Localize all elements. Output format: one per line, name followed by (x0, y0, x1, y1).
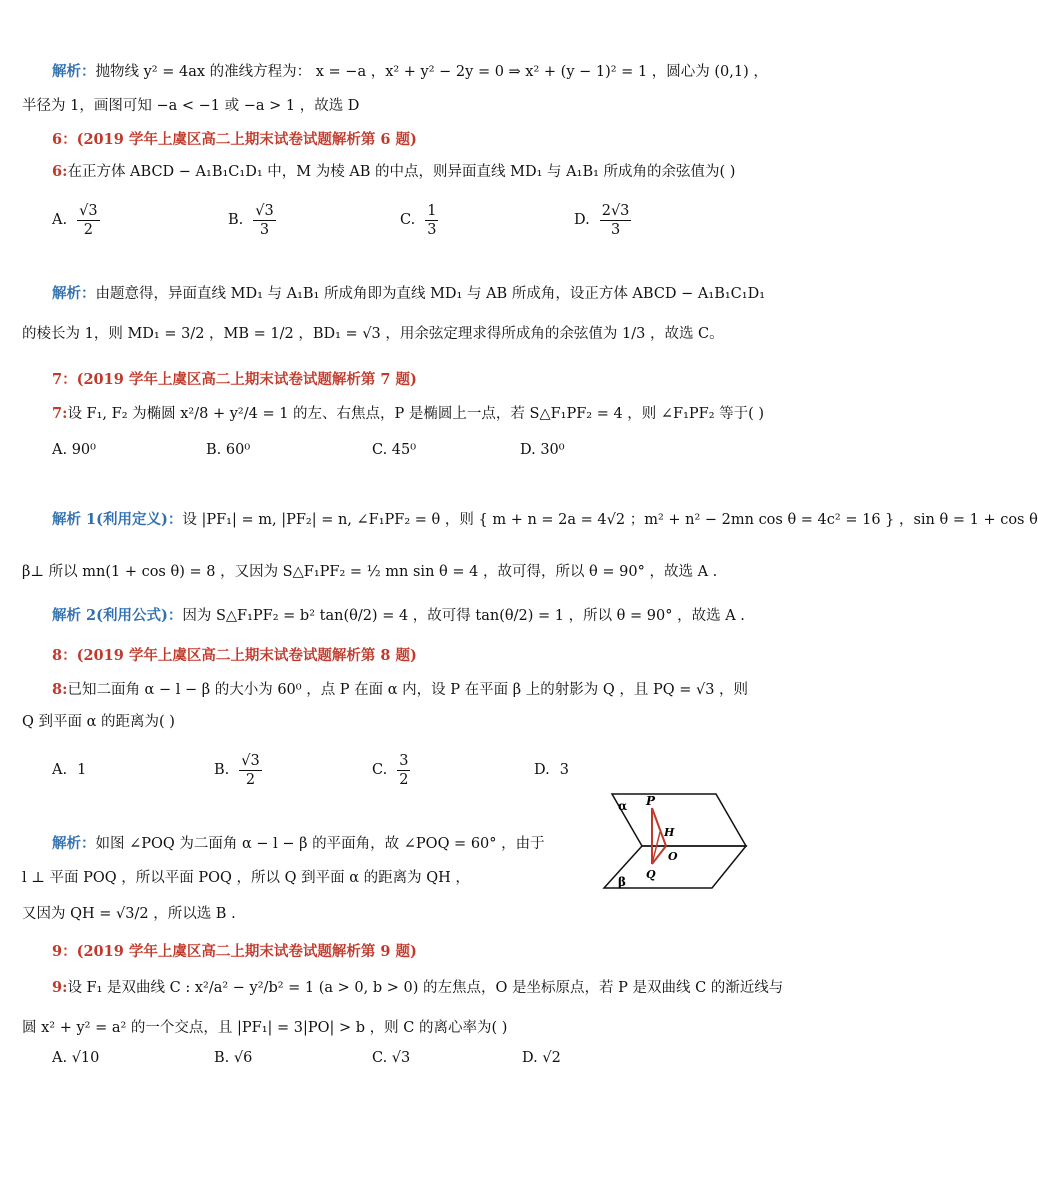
label-p: P (646, 794, 656, 808)
option-letter: A. (52, 212, 68, 228)
option-fraction: $\frac{3}{2}$ (399, 752, 409, 788)
option-b (228, 196, 276, 244)
option-fraction: $\frac{√3}{3}$ (255, 202, 274, 238)
option-1: B. 60⁰ (206, 442, 251, 458)
analysis-text: 抛物线 y² = 4ax 的准线方程为： x = −a ，x² + y² − 2y = 0 ⇒ x² + (y − 1)² = 1 ，圆心为 (0,1) ， (95, 64, 768, 80)
option-letter: A. (52, 762, 68, 778)
question-6 (52, 162, 764, 182)
question-number: 9: (52, 979, 68, 996)
option-c (400, 196, 438, 244)
label-alpha: α (618, 799, 628, 813)
plane-alpha (612, 794, 746, 846)
section-heading-9: 9：(2019 学年上虞区高二上期末试卷试题解析第 9 题) (52, 943, 417, 960)
option-d (574, 196, 631, 244)
analysis-label: 解析 1(利用定义)： (52, 511, 183, 528)
question-text: 已知二面角 α − l − β 的大小为 60⁰ ，点 P 在面 α 内，设 P 在平面 β 上的射影为 Q ，且 PQ = √3 ，则 (67, 682, 749, 698)
analysis-line-1 (52, 62, 768, 82)
question-number: 7: (52, 405, 68, 422)
question-7-options (52, 442, 752, 464)
question-8 (52, 680, 764, 700)
question-7 (52, 404, 764, 424)
option-fraction: $\frac{√3}{2}$ (79, 202, 98, 238)
option-fraction: $\frac{1}{3}$ (427, 202, 437, 238)
question-number: 6: (52, 163, 68, 180)
section-heading-7: 7：(2019 学年上虞区高二上期末试卷试题解析第 7 题) (52, 371, 417, 388)
question-8-options (52, 746, 752, 794)
analysis-text: 由题意得，异面直线 MD₁ 与 A₁B₁ 所成角即为直线 MD₁ 与 AB 所成角，设正方体 ABCD − A₁B₁C₁D₁ (95, 286, 766, 302)
option-value: 3 (559, 762, 569, 778)
analysis-line-2: 半径为 1，画图可知 −a < −1 或 −a > 1 ，故选 D (22, 98, 360, 114)
option-a (52, 746, 86, 794)
analysis-7-method-2 (52, 606, 764, 626)
section-heading-6: 6：(2019 学年上虞区高二上期末试卷试题解析第 6 题) (52, 131, 417, 148)
question-6-options (52, 196, 752, 244)
analysis-6-line-2: 的棱长为 1，则 MD₁ = 3/2 ，MB = 1/2 ，BD₁ = √3 ，用余弦定理求得所成角的余弦值为 1/3 ，故选 C。 (22, 326, 724, 342)
label-o: O (668, 850, 678, 863)
analysis-label: 解析： (52, 285, 96, 302)
section-heading-8: 8：(2019 学年上虞区高二上期末试卷试题解析第 8 题) (52, 647, 417, 664)
question-text: 设 F₁, F₂ 为椭圆 x²/8 + y²/4 = 1 的左、右焦点，P 是椭圆上一点，若 S△F₁PF₂ = 4 ，则 ∠F₁PF₂ 等于( ) (67, 406, 765, 422)
option-letter: C. (372, 762, 388, 778)
analysis-label: 解析： (52, 835, 96, 852)
analysis-label: 解析： (52, 63, 96, 80)
option-fraction: $\frac{2√3}{3}$ (601, 202, 630, 238)
option-d (534, 746, 569, 794)
question-9-line-2: 圆 x² + y² = a² 的一个交点，且 |PF₁| = 3|PO| > b ，则 C 的离心率为( ) (22, 1020, 508, 1036)
option-1: B. √6 (214, 1050, 253, 1066)
analysis-text: 设 |PF₁| = m, |PF₂| = n, ∠F₁PF₂ = θ ，则 { m + n = 2a = 4√2 ；m² + n² − 2mn cos θ = 4c² = 16 } ，sin θ = 1 + cos θ (182, 512, 1038, 528)
analysis-text: 因为 S△F₁PF₂ = b² tan(θ/2) = 4 ，故可得 tan(θ/2) = 1 ，所以 θ = 90° ，故选 A . (182, 608, 745, 624)
label-q: Q (646, 868, 656, 881)
question-8-line-2: Q 到平面 α 的距离为( ) (22, 714, 175, 730)
analysis-8-line-2: l ⊥ 平面 POQ ，所以平面 POQ ，所以 Q 到平面 α 的距离为 QH ， (22, 870, 470, 886)
analysis-label: 解析 2(利用公式)： (52, 607, 183, 624)
option-letter: C. (400, 212, 416, 228)
dihedral-angle-figure (600, 792, 750, 894)
question-text: 设 F₁ 是双曲线 C : x²/a² − y²/b² = 1 (a > 0, b > 0) 的左焦点，O 是坐标原点，若 P 是双曲线 C 的渐近线与 (67, 980, 784, 996)
option-2: C. √3 (372, 1050, 411, 1066)
option-3: D. √2 (522, 1050, 561, 1066)
option-c (372, 746, 410, 794)
analysis-8-line-1 (52, 834, 545, 854)
question-9-options (52, 1050, 752, 1072)
question-9 (52, 978, 784, 998)
analysis-8-line-3: 又因为 QH = √3/2 ，所以选 B . (22, 906, 236, 922)
option-0: A. 90⁰ (52, 442, 96, 458)
option-3: D. 30⁰ (520, 442, 565, 458)
question-number: 8: (52, 681, 68, 698)
analysis-6-line-1 (52, 284, 764, 304)
question-text: 在正方体 ABCD − A₁B₁C₁D₁ 中，M 为棱 AB 的中点，则异面直线 MD₁ 与 A₁B₁ 所成角的余弦值为( ) (67, 164, 736, 180)
option-letter: B. (214, 762, 230, 778)
option-value: 1 (77, 762, 87, 778)
analysis-text: 如图 ∠POQ 为二面角 α − l − β 的平面角，故 ∠POQ = 60° ，由于 (95, 836, 545, 852)
option-letter: D. (534, 762, 550, 778)
option-letter: D. (574, 212, 590, 228)
analysis-7-line-2: β⊥ 所以 mn(1 + cos θ) = 8 ，又因为 S△F₁PF₂ = ½ mn sin θ = 4 ，故可得，所以 θ = 90° ，故选 A . (22, 564, 718, 580)
option-fraction: $\frac{√3}{2}$ (241, 752, 260, 788)
label-h: H (664, 826, 675, 839)
option-2: C. 45⁰ (372, 442, 417, 458)
option-letter: B. (228, 212, 244, 228)
option-b (214, 746, 262, 794)
analysis-7-method-1 (52, 510, 1038, 530)
label-beta: β (618, 875, 626, 889)
option-a (52, 196, 100, 244)
option-0: A. √10 (52, 1050, 100, 1066)
